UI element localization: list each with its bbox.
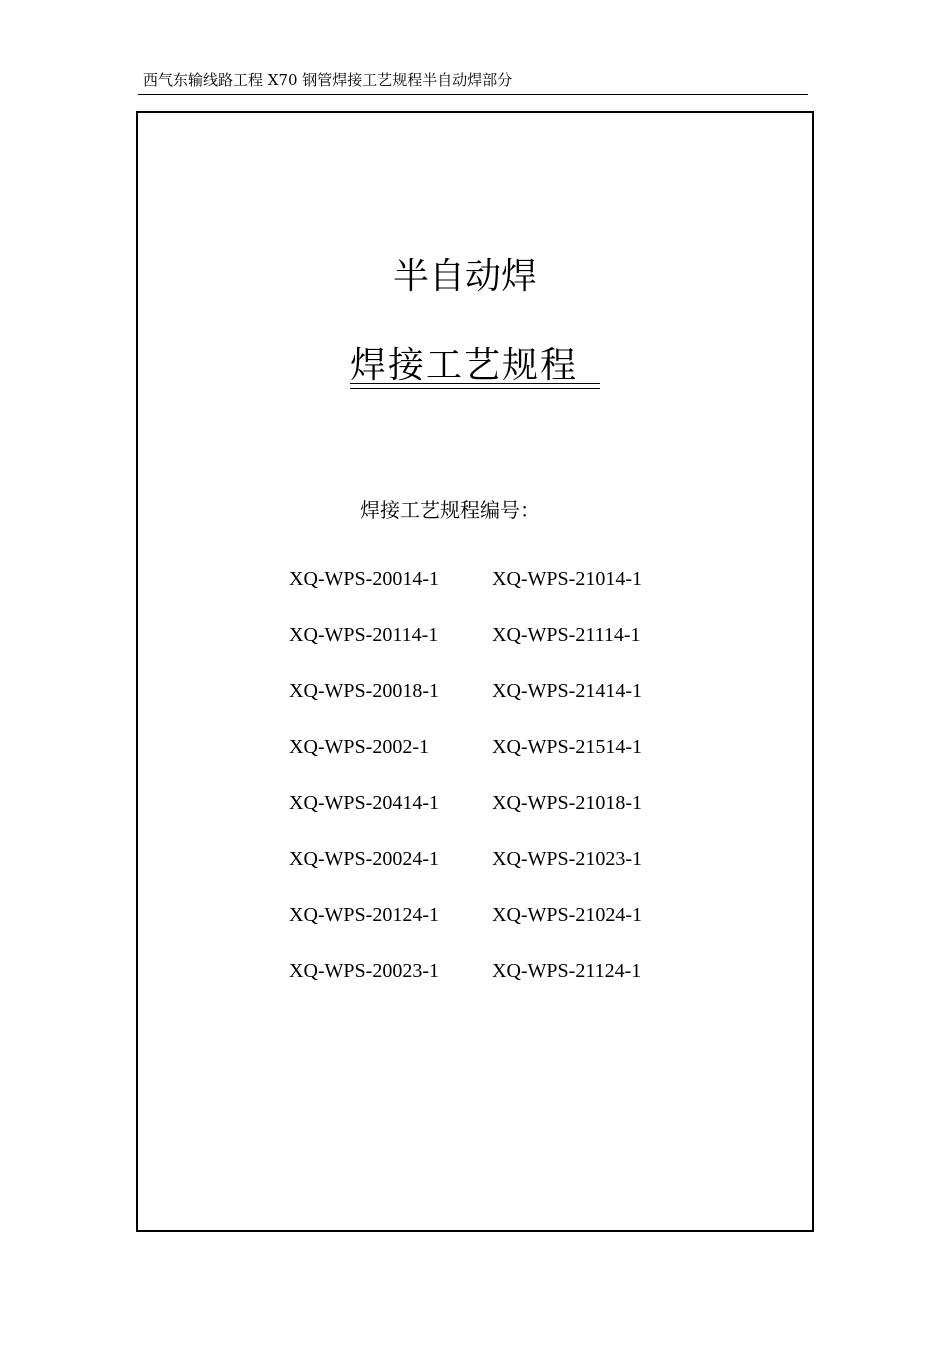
wps-number: XQ-WPS-21014-1 [492,568,642,590]
cover-title-line1: 半自动焊 [392,256,537,297]
wps-number: XQ-WPS-2002-1 [289,736,429,758]
wps-number: XQ-WPS-20414-1 [289,792,439,814]
wps-list-right [492,566,642,1014]
title-underline-top [350,383,600,384]
wps-number: XQ-WPS-21024-1 [492,904,642,926]
wps-number: XQ-WPS-21414-1 [492,680,642,702]
wps-number: XQ-WPS-21114-1 [492,624,641,646]
header-rule [138,94,808,95]
wps-number: XQ-WPS-20024-1 [289,848,439,870]
wps-number: XQ-WPS-20018-1 [289,680,439,702]
wps-number: XQ-WPS-21023-1 [492,848,642,870]
wps-number: XQ-WPS-20124-1 [289,904,439,926]
running-header-title: 西气东输线路工程 X70 钢管焊接工艺规程半自动焊部分 [143,71,513,89]
wps-number: XQ-WPS-20114-1 [289,624,439,646]
wps-number: XQ-WPS-20023-1 [289,960,439,982]
title-underline-bottom [350,388,600,389]
wps-number-label: 焊接工艺规程编号： [360,498,540,522]
wps-number: XQ-WPS-21124-1 [492,960,642,982]
wps-number: XQ-WPS-21018-1 [492,792,642,814]
wps-number: XQ-WPS-20014-1 [289,568,439,590]
wps-number: XQ-WPS-21514-1 [492,736,642,758]
wps-list-left [289,566,439,1014]
cover-title-line2: 焊接工艺规程 [350,345,579,386]
